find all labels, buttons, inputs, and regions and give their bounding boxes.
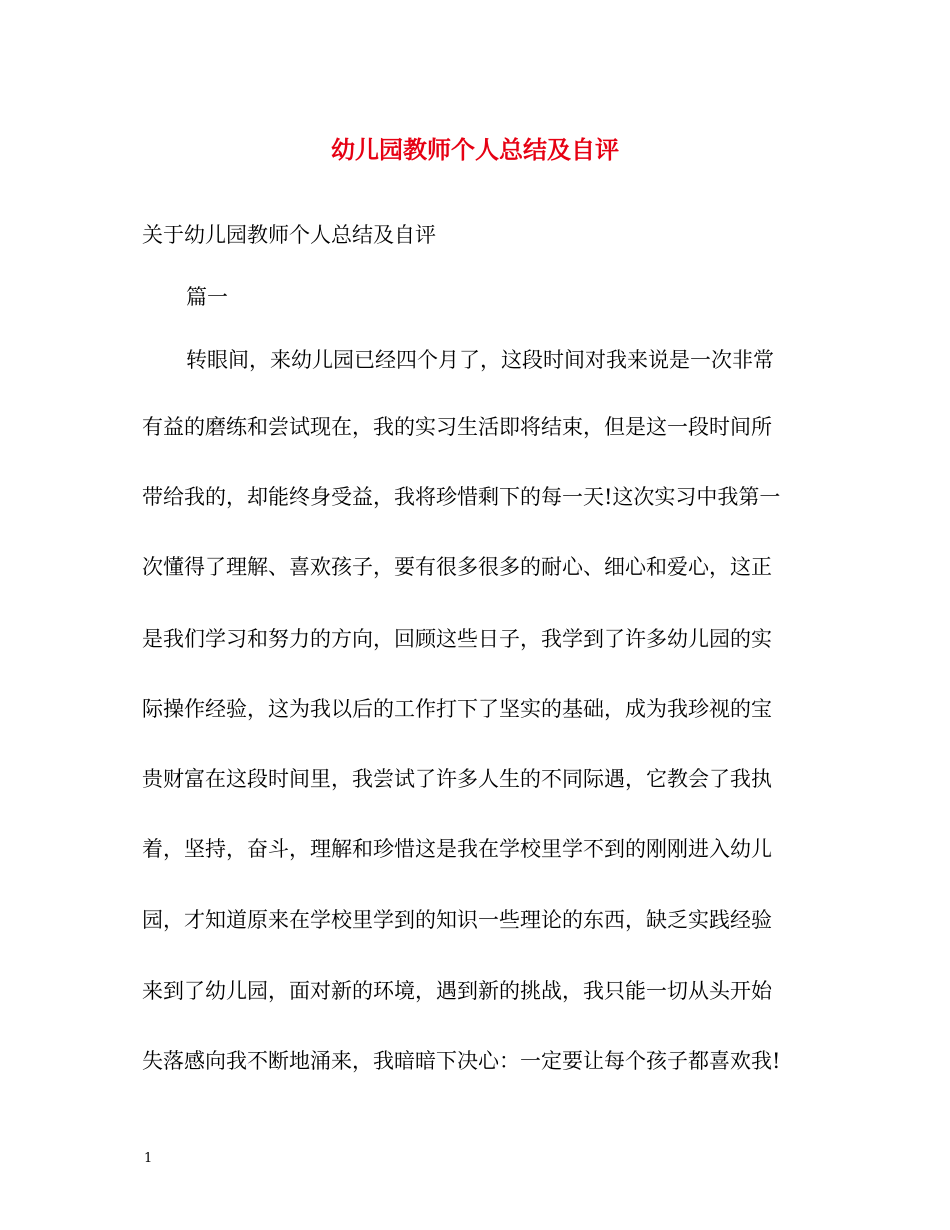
body-line-2: 有益的磨练和尝试现在，我的实习生活即将结束，但是这一段时间所	[142, 415, 772, 439]
body-line-1: 转眼间，来幼儿园已经四个月了，这段时间对我来说是一次非常	[186, 348, 774, 372]
body-line-5: 是我们学习和努力的方向，回顾这些日子，我学到了许多幼儿园的实	[142, 627, 772, 651]
section-label: 篇一	[186, 285, 228, 309]
page-number: 1	[144, 1151, 153, 1166]
body-line-6: 际操作经验，这为我以后的工作打下了坚实的基础，成为我珍视的宝	[142, 697, 772, 721]
body-line-8: 着，坚持，奋斗，理解和珍惜这是我在学校里学不到的刚刚进入幼儿	[142, 837, 772, 861]
body-line-9: 园，才知道原来在学校里学到的知识一些理论的东西，缺乏实践经验	[142, 908, 772, 932]
body-line-11: 失落感向我不断地涌来，我暗暗下决心：一定要让每个孩子都喜欢我!	[142, 1049, 781, 1073]
document-subtitle: 关于幼儿园教师个人总结及自评	[142, 223, 436, 247]
document-title: 幼儿园教师个人总结及自评	[331, 135, 619, 164]
body-line-3: 带给我的，却能终身受益，我将珍惜剩下的每一天!这次实习中我第一	[142, 485, 781, 509]
body-line-7: 贵财富在这段时间里，我尝试了许多人生的不同际遇，它教会了我执	[142, 767, 772, 791]
body-line-10: 来到了幼儿园，面对新的环境，遇到新的挑战，我只能一切从头开始	[142, 979, 772, 1003]
body-line-4: 次懂得了理解、喜欢孩子，要有很多很多的耐心、细心和爱心，这正	[142, 555, 772, 579]
